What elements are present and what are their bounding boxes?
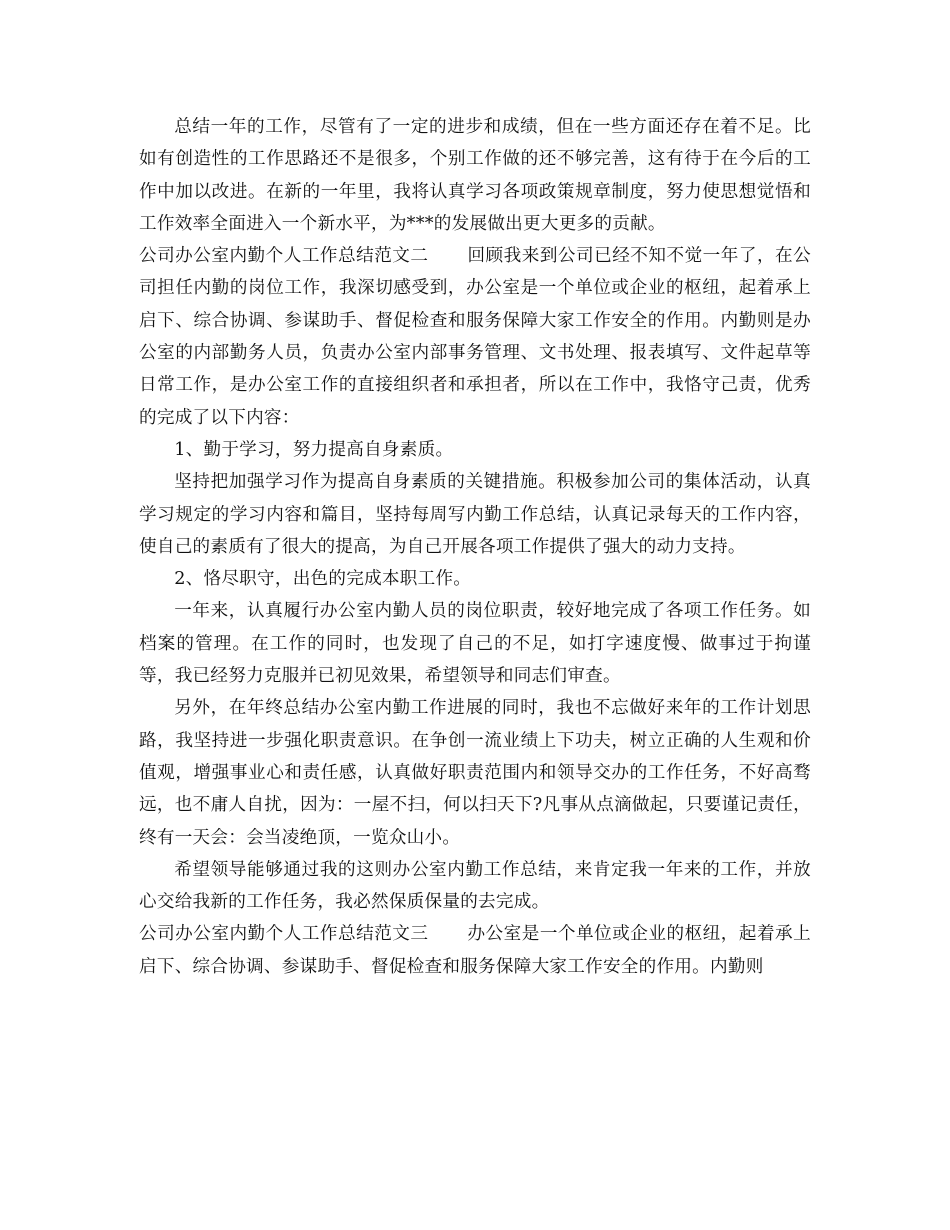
paragraph-sample-two xyxy=(139,240,811,434)
paragraph-hope: 希望领导能够通过我的这则办公室内勤工作总结，来肯定我一年来的工作，并放心交给我新的工作任务，我必然保质保量的去完成。 xyxy=(139,859,811,913)
paragraph-additional: 另外，在年终总结办公室内勤工作进展的同时，我也不忘做好来年的工作计划思路，我坚持进一步强化职责意识。在争创一流业绩上下功夫，树立正确的人生观和价值观，增强事业心和责任感，认真做好职责范围内和领导交办的工作任务，不好高骛远，也不庸人自扰，因为：一屋不扫，何以扫天下?凡事从点滴做起，只要谨记责任，终有一天会：会当凌绝顶，一览众山小。 xyxy=(139,698,811,848)
paragraph-item-one-body: 坚持把加强学习作为提高自身素质的关键措施。积极参加公司的集体活动，认真学习规定的学习内容和篇目，坚持每周写内勤工作总结，认真记录每天的工作内容，使自己的素质有了很大的提高，为自己开展各项工作提供了强大的动力支持。 xyxy=(139,472,811,557)
document-body xyxy=(139,111,811,983)
paragraph-summary: 总结一年的工作，尽管有了一定的进步和成绩，但在一些方面还存在着不足。比如有创造性的工作思路还不是很多，个别工作做的还不够完善，这有待于在今后的工作中加以改进。在新的一年里，我将认真学习各项政策规章制度，努力使思想觉悟和工作效率全面进入一个新水平，为***的发展做出更大更多的贡献。 xyxy=(139,117,811,234)
paragraph-sample-three-text: 办公室是一个单位或企业的枢纽，起着承上启下、综合协调、参谋助手、督促检查和服务保障大家工作安全的作用。内勤则 xyxy=(139,924,811,977)
section-heading-two: 公司办公室内勤个人工作总结范文二 xyxy=(139,246,429,267)
section-heading-three: 公司办公室内勤个人工作总结范文三 xyxy=(139,924,429,945)
paragraph-item-two-body: 一年来，认真履行办公室内勤人员的岗位职责，较好地完成了各项工作任务。如档案的管理。在工作的同时，也发现了自己的不足，如打字速度慢、做事过于拘谨等，我已经努力克服并已初见效果，希望领导和同志们审查。 xyxy=(139,601,811,687)
paragraph-sample-two-text: 回顾我来到公司已经不知不觉一年了，在公司担任内勤的岗位工作，我深切感受到，办公室是一个单位或企业的枢纽，起着承上启下、综合协调、参谋助手、督促检查和服务保障大家工作安全的作用。内勤则是办公室的内部勤务人员，负责办公室内部事务管理、文书处理、报表填写、文件起草等日常工作，是办公室工作的直接组织者和承担者，所以在工作中，我恪守己责，优秀的完成了以下内容： xyxy=(139,246,811,428)
paragraph-item-one-title: 1、勤于学习，努力提高自身素质。 xyxy=(174,439,454,460)
paragraph-sample-three xyxy=(139,918,811,983)
paragraph-item-two-title: 2、恪尽职守，出色的完成本职工作。 xyxy=(174,569,472,590)
